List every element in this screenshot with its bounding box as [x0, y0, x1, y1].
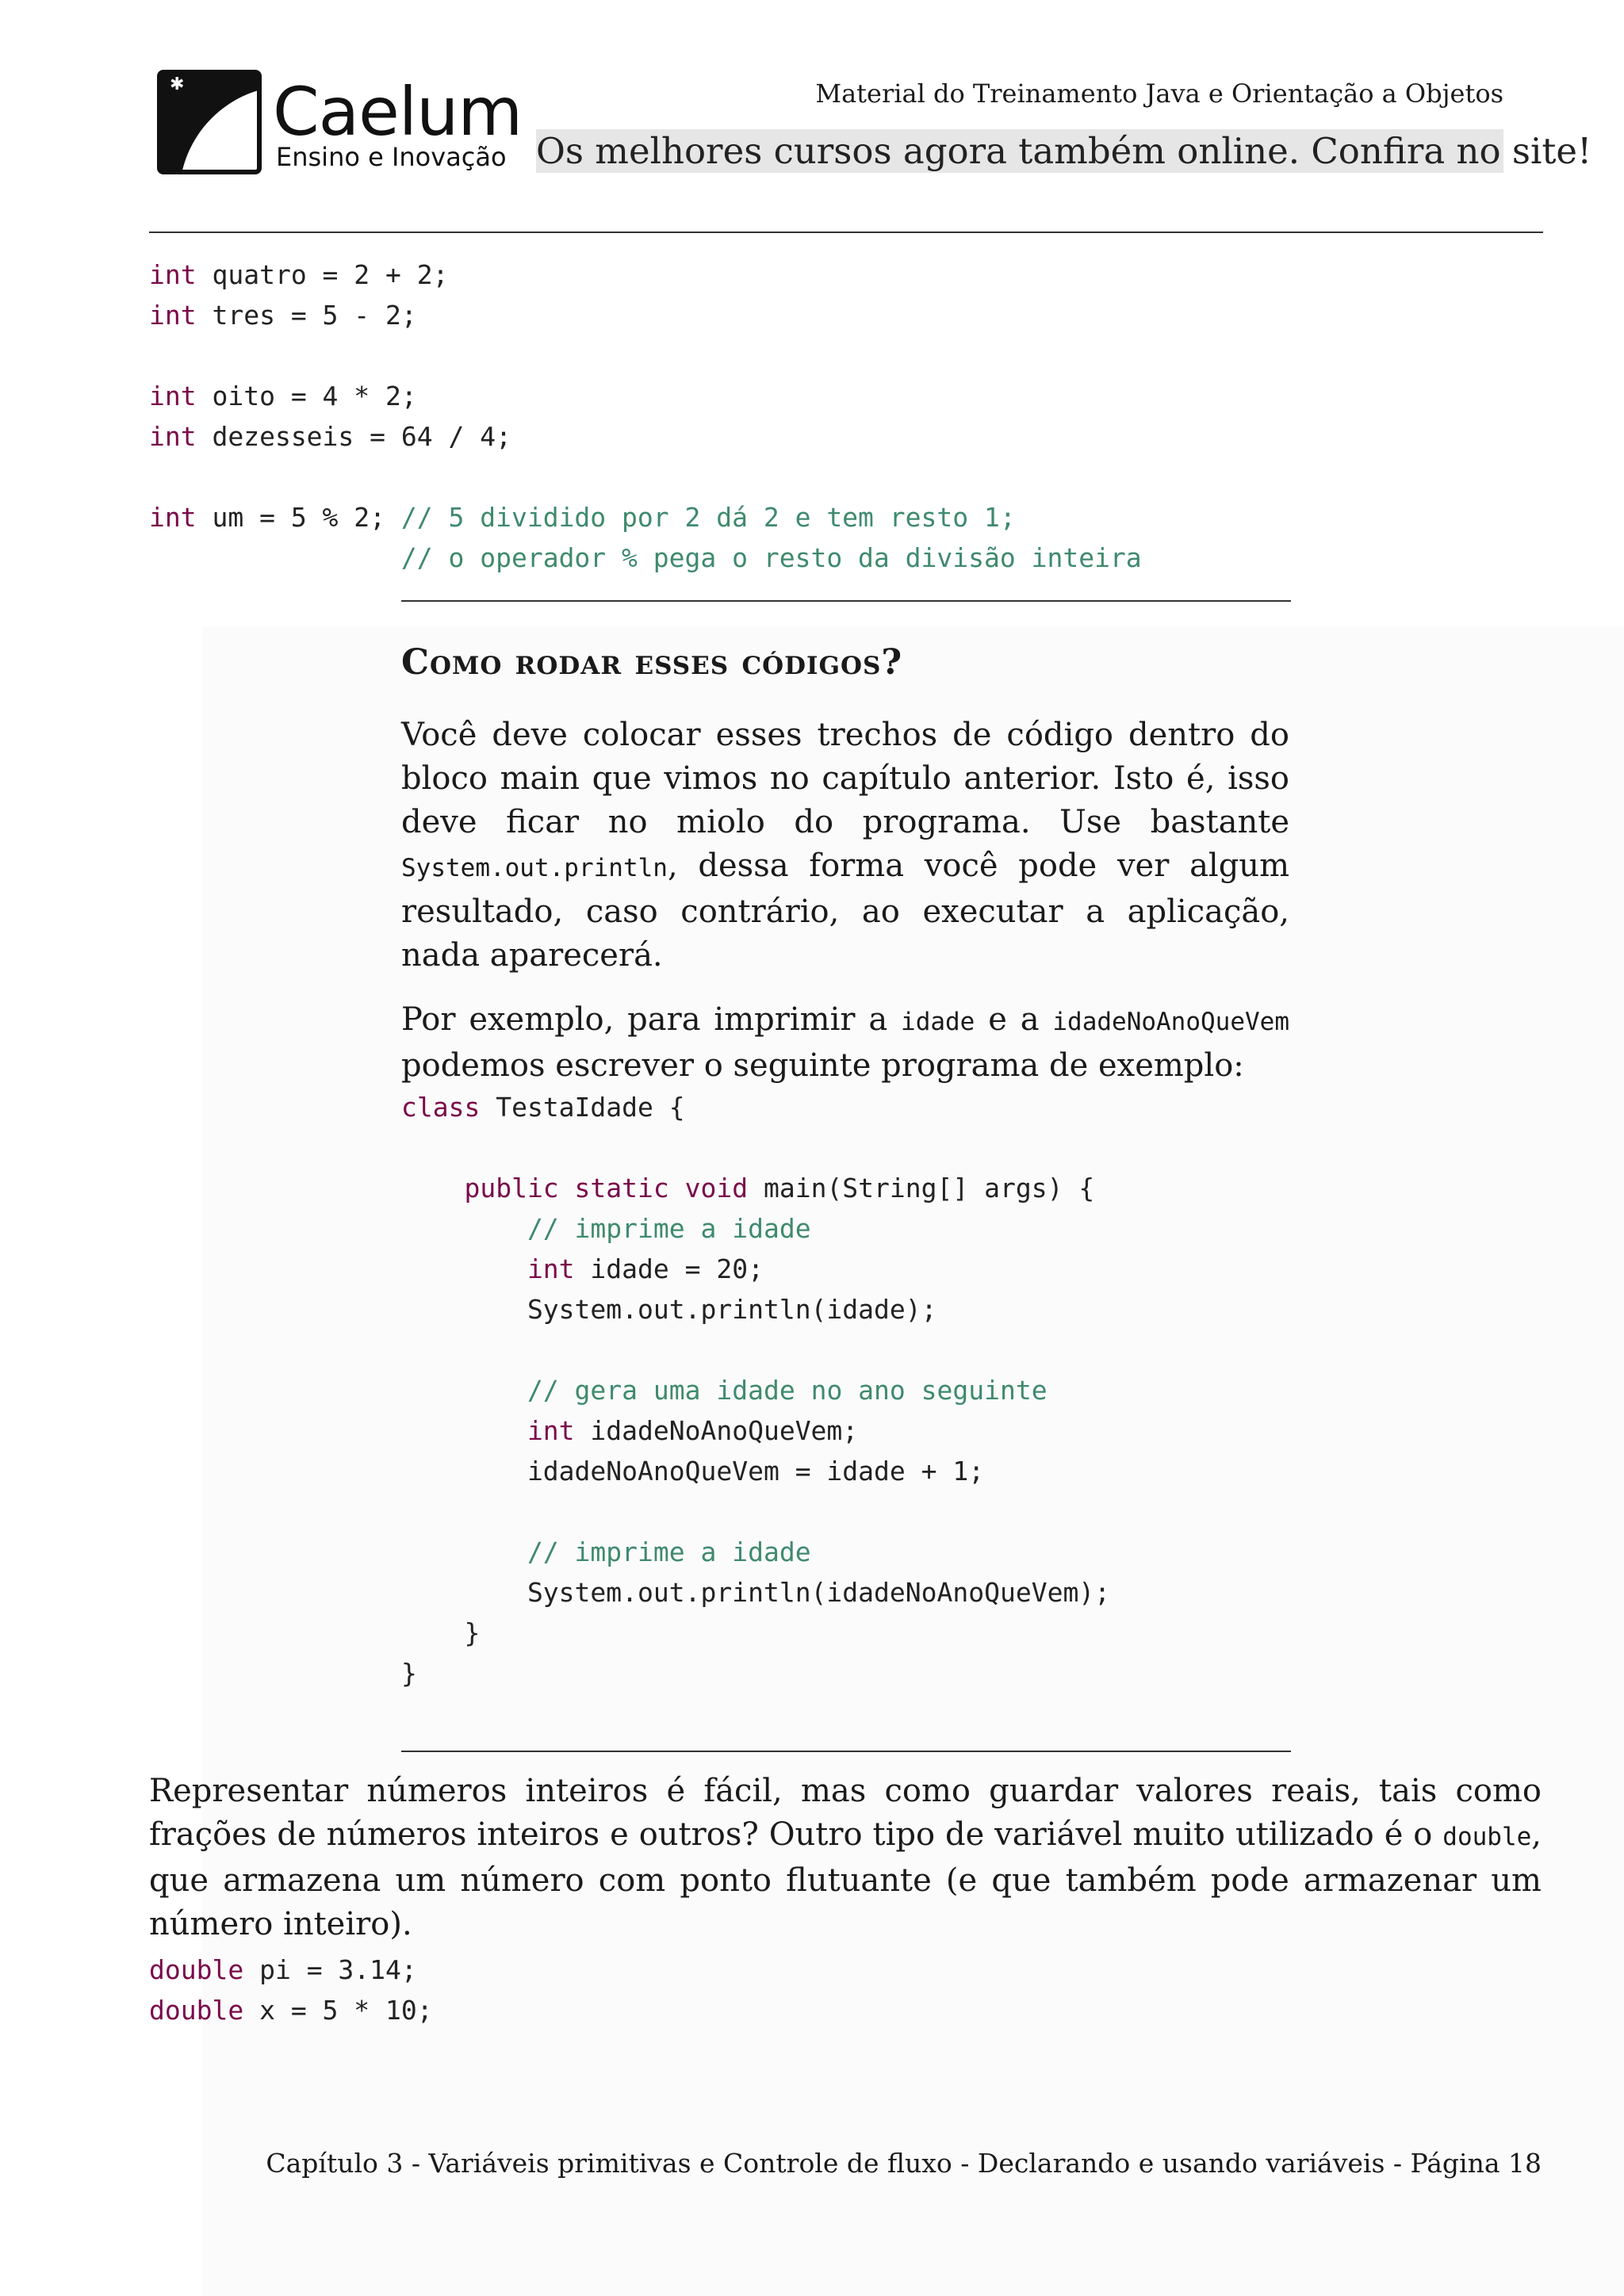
brand-name: Caelum	[273, 73, 523, 151]
code-line: int dezesseis = 64 / 4;	[149, 421, 511, 452]
code-line: System.out.println(idade);	[401, 1294, 937, 1325]
callout-paragraph-1: Você deve colocar esses trechos de código dentro do bloco main que vimos no capítulo anterior. Isto é, isso deve ficar no miolo do programa. Use bastante System.out.println, dessa forma você pode ver algum resultado, caso contrário, ao executar a aplicação, nada aparecerá.	[401, 717, 1289, 974]
header-promo-banner: Os melhores cursos agora também online. Confira no site!	[536, 130, 1592, 172]
code-line: int tres = 5 - 2;	[149, 300, 417, 331]
code-block-testaidade	[401, 1087, 1110, 1693]
code-line: }	[401, 1658, 417, 1689]
code-line: // o operador % pega o resto da divisão inteira	[400, 542, 1142, 573]
code-line: int idadeNoAnoQueVem;	[401, 1415, 859, 1446]
body-paragraph: Representar números inteiros é fácil, mas como guardar valores reais, tais como frações de números inteiros e outros? Outro tipo de variável muito utilizado é o double, que armazena um número com ponto flutuante (e que também pode armazenar um número inteiro).	[149, 1773, 1542, 1942]
code-line: idadeNoAnoQueVem = idade + 1;	[401, 1456, 985, 1487]
code-line: // gera uma idade no ano seguinte	[527, 1375, 1048, 1406]
inline-code: idade	[901, 1008, 975, 1036]
code-line: }	[401, 1617, 481, 1648]
code-line: int idade = 20;	[401, 1253, 764, 1284]
code-line: int oito = 4 * 2;	[149, 381, 417, 411]
caelum-logo-icon: ✱	[157, 70, 262, 174]
callout-top-divider	[401, 600, 1291, 602]
callout-title: Como rodar esses códigos?	[401, 642, 903, 683]
inline-code: System.out.println	[401, 854, 668, 882]
callout-bottom-divider	[401, 1751, 1291, 1752]
code-line: double x = 5 * 10;	[149, 1995, 433, 2026]
code-line: class TestaIdade {	[401, 1092, 685, 1123]
page-footer: Capítulo 3 - Variáveis primitivas e Controle de fluxo - Declarando e usando variáveis - Página 18	[266, 2148, 1542, 2179]
code-line: System.out.println(idadeNoAnoQueVem);	[401, 1577, 1111, 1608]
header-material-title: Material do Treinamento Java e Orientação a Objetos	[815, 78, 1503, 109]
callout-paragraph-2: Por exemplo, para imprimir a idade e a idadeNoAnoQueVem podemos escrever o seguinte programa de exemplo:	[401, 1001, 1289, 1084]
inline-code: idadeNoAnoQueVem	[1052, 1008, 1289, 1036]
code-line: double pi = 3.14;	[149, 1954, 417, 1985]
code-line: public static void main(String[] args) {	[401, 1173, 1095, 1203]
code-line: int quatro = 2 + 2;	[149, 259, 449, 290]
code-line: // imprime a idade	[527, 1536, 811, 1567]
code-block-double	[149, 1950, 433, 2030]
header-divider	[149, 232, 1543, 233]
code-line: // imprime a idade	[527, 1213, 811, 1244]
code-block-arithmetic	[149, 254, 1142, 578]
code-line: int um = 5 % 2; // 5 dividido por 2 dá 2 e tem resto 1;	[149, 502, 1016, 533]
inline-code: double	[1442, 1823, 1532, 1851]
brand-tagline: Ensino e Inovação	[276, 142, 507, 172]
callout-body	[401, 714, 1289, 1108]
